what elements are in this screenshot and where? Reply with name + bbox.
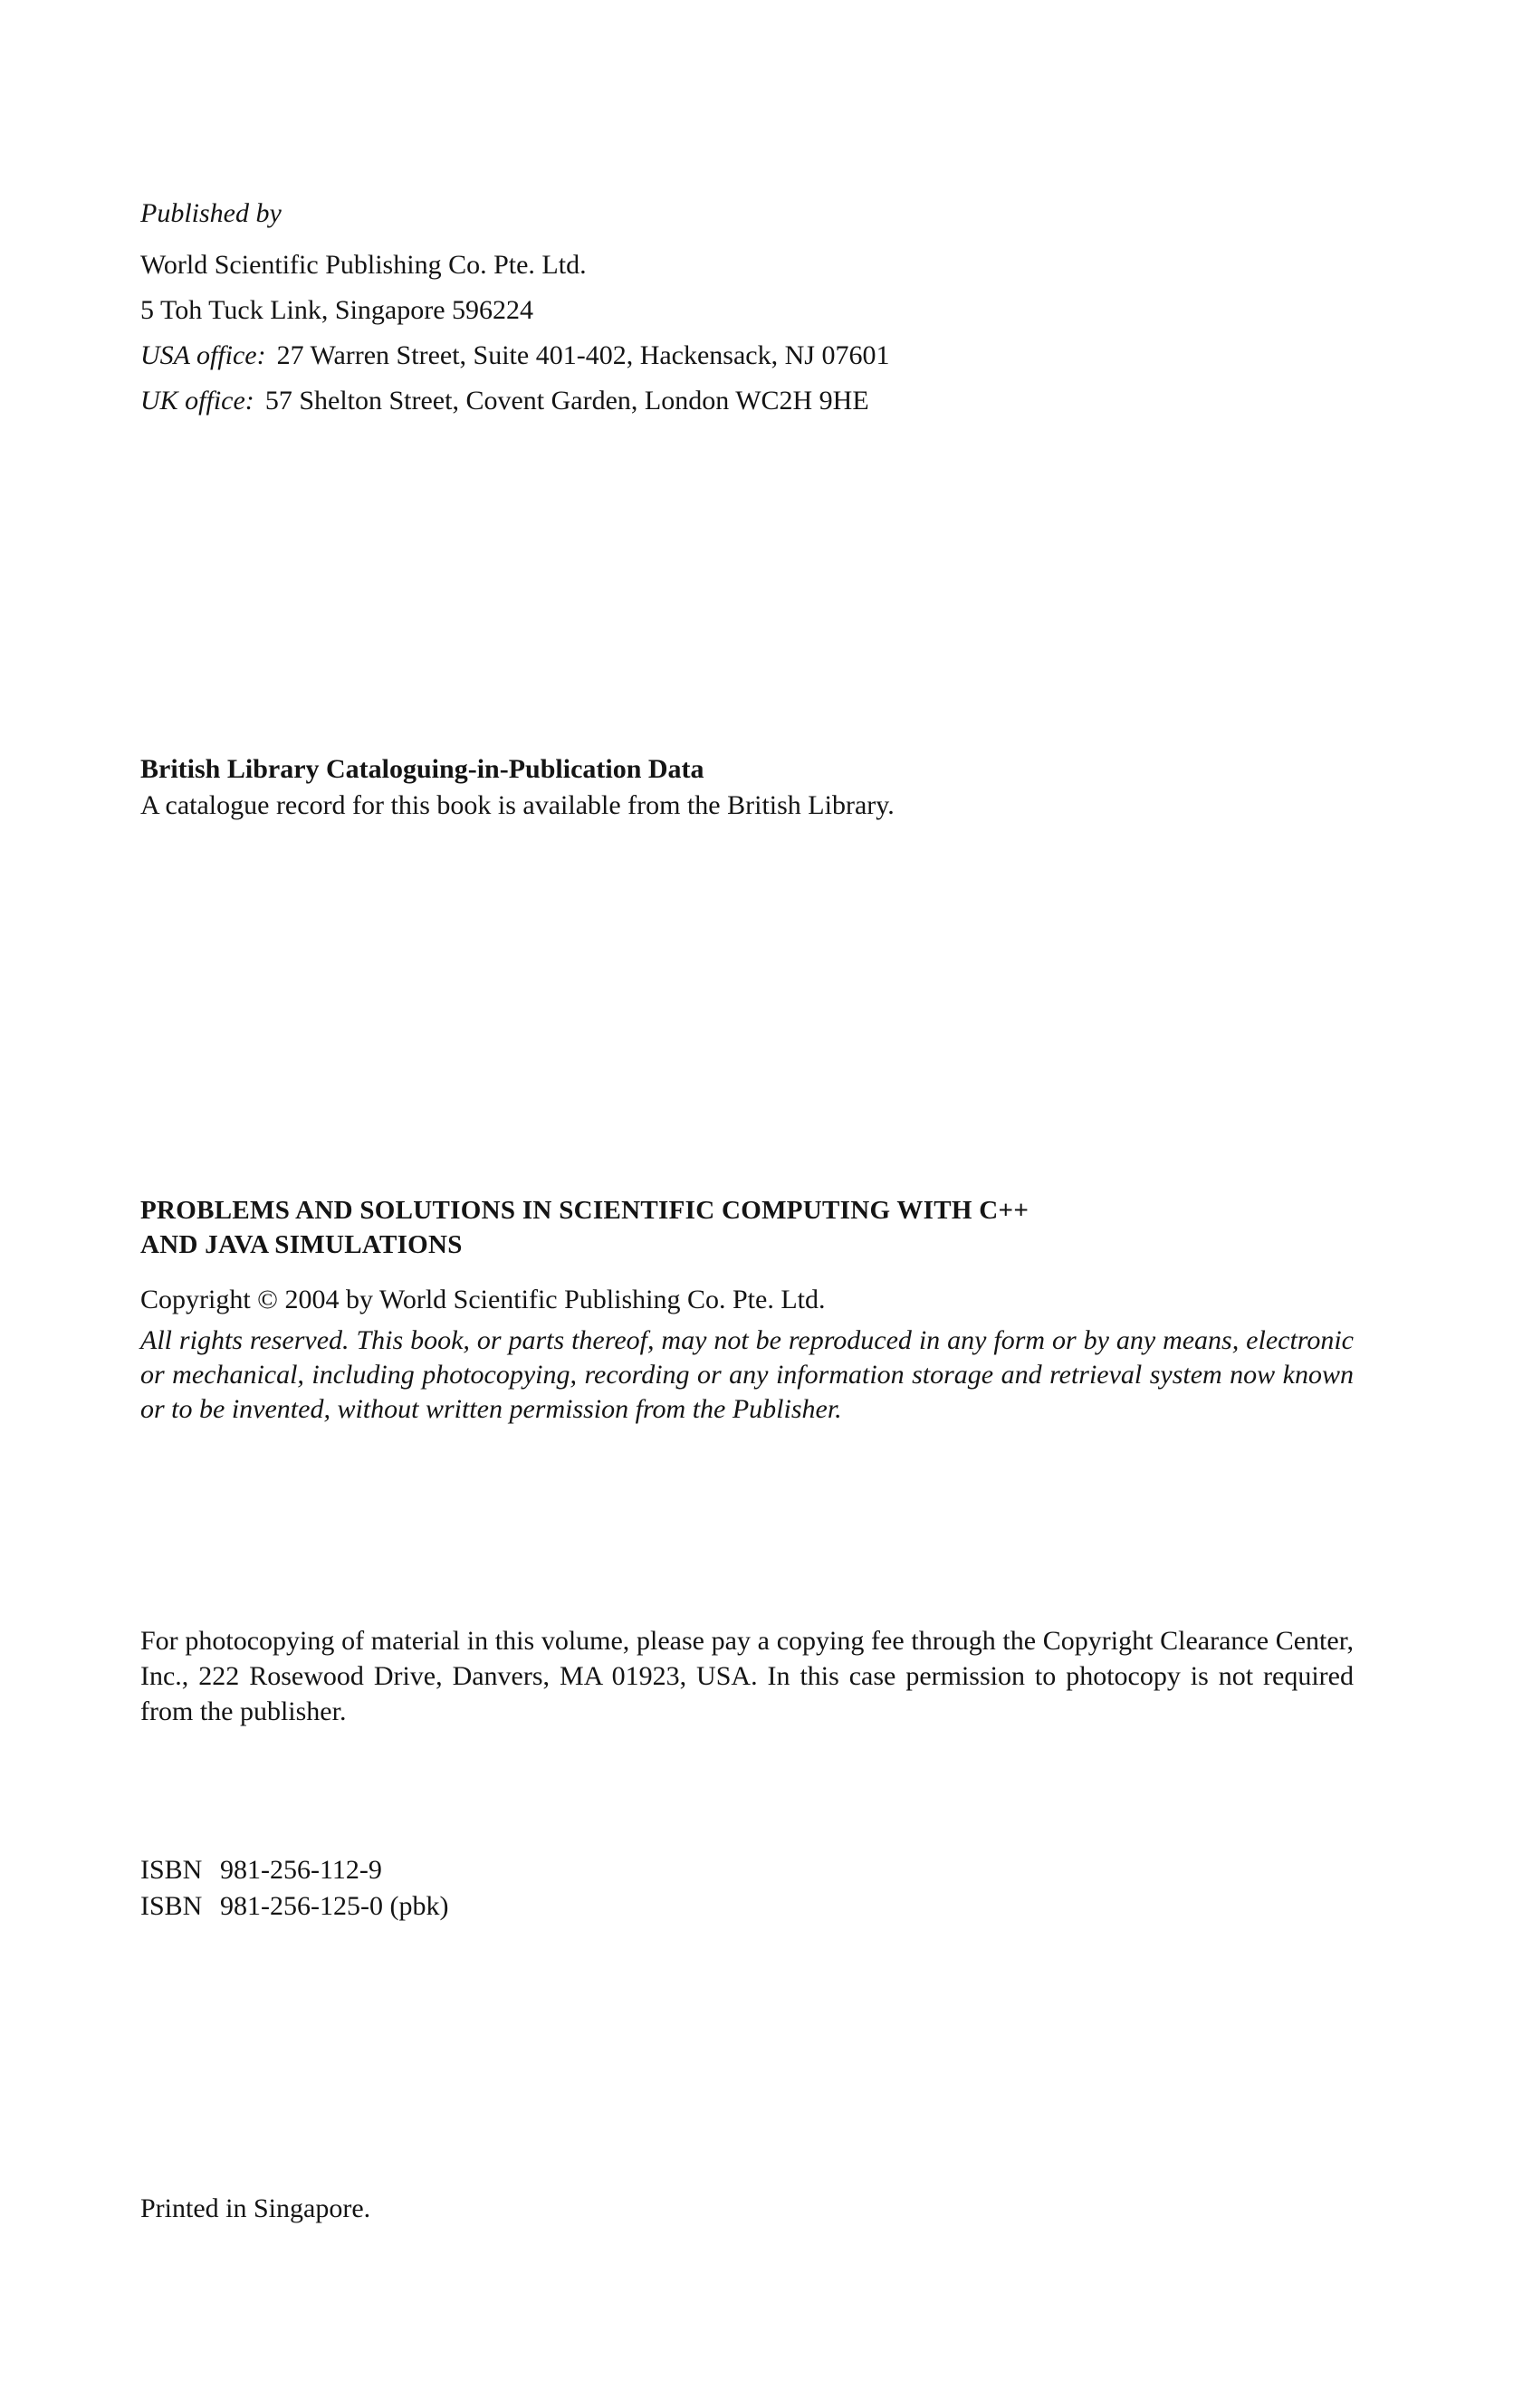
isbn-label: ISBN [140, 1855, 203, 1885]
printed-in [140, 2187, 1354, 2231]
book-title-line-2: AND JAVA SIMULATIONS [140, 1230, 463, 1259]
photocopy-text: For photocopying of material in this volume, please pay a copying fee through the Copyright Clearance Center, Inc., 222 Rosewood Drive, Danvers, MA 01923, USA. In this case permission to photocopy is not required from the publisher. [140, 1626, 1354, 1726]
isbn-paperback [140, 1888, 1354, 1925]
publisher-name: World Scientific Publishing Co. Pte. Ltd. [140, 250, 587, 280]
book-title-line-1: PROBLEMS AND SOLUTIONS IN SCIENTIFIC COMPUTING WITH C++ [140, 1196, 1029, 1225]
usa-office-label: USA office: [140, 340, 266, 370]
usa-office-address: 27 Warren Street, Suite 401-402, Hackensack, NJ 07601 [276, 340, 890, 370]
uk-office-label: UK office: [140, 386, 254, 416]
uk-office [140, 378, 1354, 424]
photocopy-notice [140, 1623, 1354, 1729]
cip-text: A catalogue record for this book is available from the British Library. [140, 790, 895, 820]
isbn-value: 981-256-125-0 (pbk) [220, 1891, 449, 1921]
cataloguing-data [140, 751, 1354, 824]
printed-in-text: Printed in Singapore. [140, 2193, 371, 2223]
isbn-hardcover [140, 1852, 1354, 1888]
isbn-label: ISBN [140, 1891, 203, 1921]
usa-office [140, 333, 1354, 378]
copyright-section [140, 1193, 1354, 1427]
published-by-label: Published by [140, 198, 282, 228]
isbn-value: 981-256-112-9 [220, 1855, 382, 1885]
copyright-notice: Copyright © 2004 by World Scientific Publishing Co. Pte. Ltd. [140, 1285, 826, 1314]
publisher-address: 5 Toh Tuck Link, Singapore 596224 [140, 295, 534, 325]
publisher-info [140, 192, 1354, 424]
uk-office-address: 57 Shelton Street, Covent Garden, London WC2H 9HE [264, 386, 869, 416]
isbn-list [140, 1852, 1354, 1925]
cip-heading: British Library Cataloguing-in-Publication Data [140, 754, 704, 784]
rights-reserved-notice: All rights reserved. This book, or parts thereof, may not be reproduced in any form or by any means, electronic or mechanical, including photocopying, recording or any information storage and retrieval system now known or to be invented, without written permission from the Publisher. [140, 1325, 1354, 1424]
